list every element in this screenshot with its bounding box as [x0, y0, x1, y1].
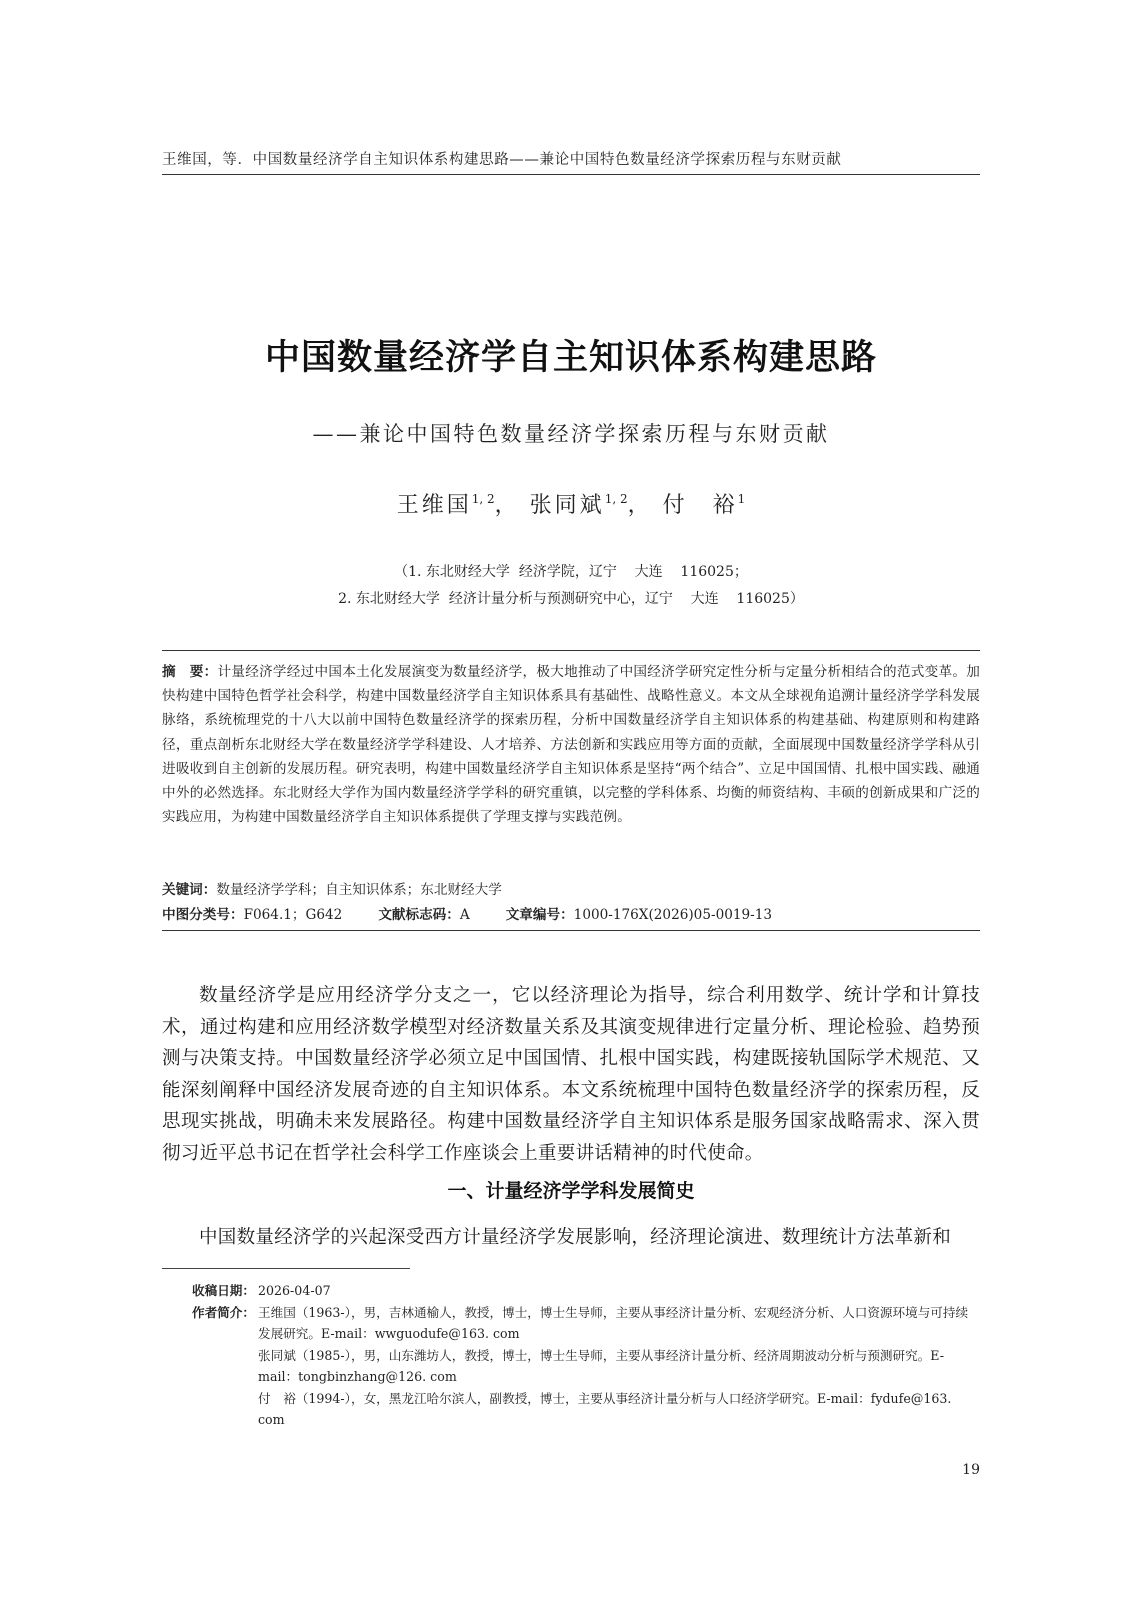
classification-line — [162, 903, 980, 923]
keywords-label: 关键词： — [162, 882, 217, 898]
author-affiliation-mark: 1 — [737, 492, 746, 506]
received-date-label: 收稿日期： — [192, 1283, 255, 1298]
received-date-value: 2026-04-07 — [258, 1283, 331, 1298]
abstract-text: 计量经济学经过中国本土化发展演变为数量经济学，极大地推动了中国经济学研究定性分析与定量分析相结合的范式变革。加快构建中国特色哲学社会科学，构建中国数量经济学自主知识体系具有基础性、战略性意义。本文从全球视角追溯计量经济学学科发展脉络，系统梳理党的十八大以前中国特色数量经济学的探索历程，分析中国数量经济学自主知识体系的构建基础、构建原则和构建路径，重点剖析东北财经大学在数量经济学学科建设、人才培养、方法创新和实践应用等方面的贡献，全面展现中国数量经济学学科从引进吸收到自主创新的发展历程。研究表明，构建中国数量经济学自主知识体系是坚持“两个结合”、立足中国国情、扎根中国实践、融通中外的必然选择。东北财经大学作为国内数量经济学学科的研究重镇，以完整的学科体系、均衡的师资结构、丰硕的创新成果和广泛的实践应用，为构建中国数量经济学自主知识体系提供了学理支撑与实践范例。 — [162, 664, 980, 826]
clc-value: F064.1；G642 — [243, 907, 343, 923]
clc-label: 中图分类号： — [162, 907, 244, 923]
author-bio-list — [258, 1302, 980, 1431]
abstract — [162, 660, 980, 829]
footnotes — [162, 1280, 980, 1431]
received-date-row — [162, 1280, 980, 1302]
affiliation-1: （1. 东北财经大学 经济学院，辽宁 大连 116025； — [394, 564, 748, 580]
affiliation-2: 2. 东北财经大学 经济计量分析与预测研究中心，辽宁 大连 116025） — [338, 591, 804, 607]
author-separator: ， — [494, 493, 520, 518]
keywords-text: 数量经济学学科；自主知识体系；东北财经大学 — [216, 882, 502, 898]
header-rule — [162, 174, 980, 175]
footnote-rule — [162, 1268, 410, 1269]
running-header: 王维国，等．中国数量经济学自主知识体系构建思路——兼论中国特色数量经济学探索历程与东财贡献 — [162, 152, 842, 168]
author-list — [162, 488, 980, 519]
abstract-label: 摘 要： — [162, 664, 218, 680]
author-name: 张同斌 — [529, 493, 605, 518]
keywords — [162, 878, 980, 898]
body-paragraph-2: 中国数量经济学的兴起深受西方计量经济学发展影响，经济理论演进、数理统计方法革新和 — [199, 1227, 952, 1248]
page-number: 19 — [962, 1462, 980, 1478]
author-name: 王维国 — [396, 493, 472, 518]
section-heading-1: 一、计量经济学学科发展简史 — [447, 1180, 695, 1202]
author-bio-row — [162, 1302, 980, 1431]
author-bio: 王维国（1963-），男，吉林通榆人，教授，博士，博士生导师，主要从事经济计量分析、宏观经济分析、人口资源环境与可持续发展研究。E-mail：wwguodufe@163. com — [258, 1304, 969, 1341]
body-paragraph-1: 数量经济学是应用经济学分支之一，它以经济理论为指导，综合利用数学、统计学和计算技术，通过构建和应用经济数学模型对经济数量关系及其演变规律进行定量分析、理论检验、趋势预测与决策支持。中国数量经济学必须立足中国国情、扎根中国实践，构建既接轨国际学术规范、又能深刻阐释中国经济发展奇迹的自主知识体系。本文系统梳理中国特色数量经济学的探索历程，反思现实挑战，明确未来发展路径。构建中国数量经济学自主知识体系是服务国家战略需求、深入贯彻习近平总书记在哲学社会科学工作座谈会上重要讲话精神的时代使命。 — [162, 985, 980, 1164]
author-affiliation-mark: 1, 2 — [471, 492, 495, 506]
paper-title: 中国数量经济学自主知识体系构建思路 — [264, 338, 877, 378]
author-bio: 付 裕（1994-），女，黑龙江哈尔滨人，副教授，博士，主要从事经济计量分析与人口经济学研究。E-mail：fydufe@163. com — [258, 1390, 952, 1427]
abstract-bottom-rule — [162, 930, 980, 931]
doc-code-label: 文献标志码： — [378, 907, 460, 923]
author-separator: ， — [627, 493, 653, 518]
paper-subtitle: ——兼论中国特色数量经济学探索历程与东财贡献 — [312, 422, 830, 446]
author-bio: 张同斌（1985-），男，山东潍坊人，教授，博士，博士生导师，主要从事经济计量分析、经济周期波动分析与预测研究。E-mail：tongbinzhang@126. com — [258, 1347, 944, 1384]
article-number-value: 1000-176X(2026)05-0019-13 — [573, 907, 773, 923]
author-name: 付 裕 — [662, 493, 738, 518]
doc-code-value: A — [459, 907, 470, 923]
author-affiliation-mark: 1, 2 — [604, 492, 628, 506]
article-number-label: 文章编号： — [505, 907, 574, 923]
author-bio-label: 作者简介： — [192, 1304, 255, 1320]
abstract-top-rule — [162, 650, 980, 651]
